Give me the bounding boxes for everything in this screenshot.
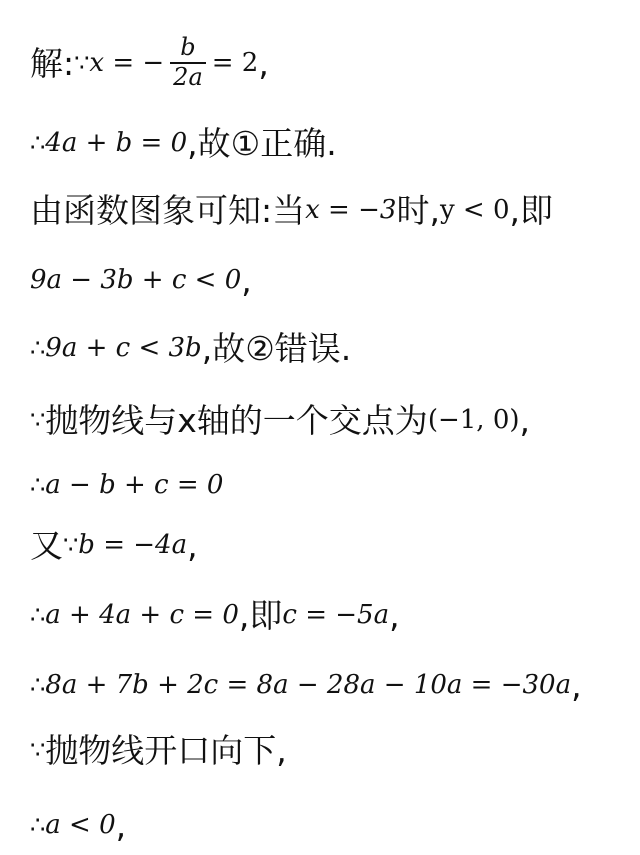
text-segment: 时, (396, 190, 440, 230)
logic-symbol: ∴ (30, 601, 46, 629)
fraction-numerator: b (180, 33, 196, 62)
logic-symbol: ∵ (74, 49, 90, 77)
logic-symbol: ∵ (30, 406, 46, 434)
fraction-denominator: 2a (173, 63, 203, 91)
text-segment: ,即 (238, 595, 283, 635)
logic-symbol: ∴ (30, 471, 46, 499)
solution-line-5 (30, 318, 351, 378)
solution-line-3 (30, 180, 553, 240)
text-segment: , (187, 525, 198, 565)
logic-symbol: ∵ (63, 531, 79, 559)
text-segment: 又 (30, 525, 63, 565)
math-expression: a + 4a + c = 0 (45, 600, 239, 630)
solution-line-10 (30, 655, 582, 715)
math-expression: y < 0 (439, 195, 510, 225)
solution-line-12 (30, 795, 126, 855)
math-expression: 9a + c < 3b (45, 333, 202, 363)
math-expression: a < 0 (45, 810, 116, 840)
fraction (170, 34, 206, 91)
text-segment: , (571, 665, 582, 705)
text-segment: 由函数图象可知:当 (30, 190, 306, 230)
text-segment: , (389, 595, 400, 635)
solution-line-2 (30, 113, 337, 173)
logic-symbol: ∴ (30, 671, 46, 699)
math-expression: c = −5a (282, 600, 390, 630)
math-expression: x = −3 (305, 195, 397, 225)
text-segment: ,即 (509, 190, 553, 230)
text-segment: 抛物线与x轴的一个交点为 (45, 400, 428, 440)
math-expression: x = − (89, 48, 165, 78)
math-expression: 8a + 7b + 2c = 8a − 28a − 10a = −30a (45, 670, 572, 700)
logic-symbol: ∴ (30, 811, 46, 839)
text-segment: , (241, 260, 252, 300)
text-segment: ,故①正确. (187, 123, 337, 163)
logic-symbol: ∴ (30, 334, 46, 362)
math-expression: 9a − 3b + c < 0 (30, 265, 242, 295)
solution-line-11 (30, 720, 287, 780)
text-segment: 抛物线开口向下, (45, 730, 287, 770)
solution-line-9 (30, 585, 400, 645)
text-segment: 解: (30, 43, 75, 83)
math-expression: (−1, 0) (427, 405, 520, 435)
math-expression: = 2 (211, 48, 259, 78)
solution-line-1 (30, 33, 269, 93)
solution-line-4 (30, 250, 252, 310)
logic-symbol: ∵ (30, 736, 46, 764)
math-expression: a − b + c = 0 (45, 470, 224, 500)
math-expression: b = −4a (78, 530, 188, 560)
solution-line-6 (30, 390, 530, 450)
text-segment: , (519, 400, 530, 440)
logic-symbol: ∴ (30, 129, 46, 157)
solution-line-8 (30, 515, 198, 575)
text-segment: ,故②错误. (201, 328, 352, 368)
text-segment: , (115, 805, 127, 845)
math-expression: 4a + b = 0 (45, 128, 188, 158)
solution-line-7 (30, 455, 223, 515)
text-segment: , (258, 43, 269, 83)
